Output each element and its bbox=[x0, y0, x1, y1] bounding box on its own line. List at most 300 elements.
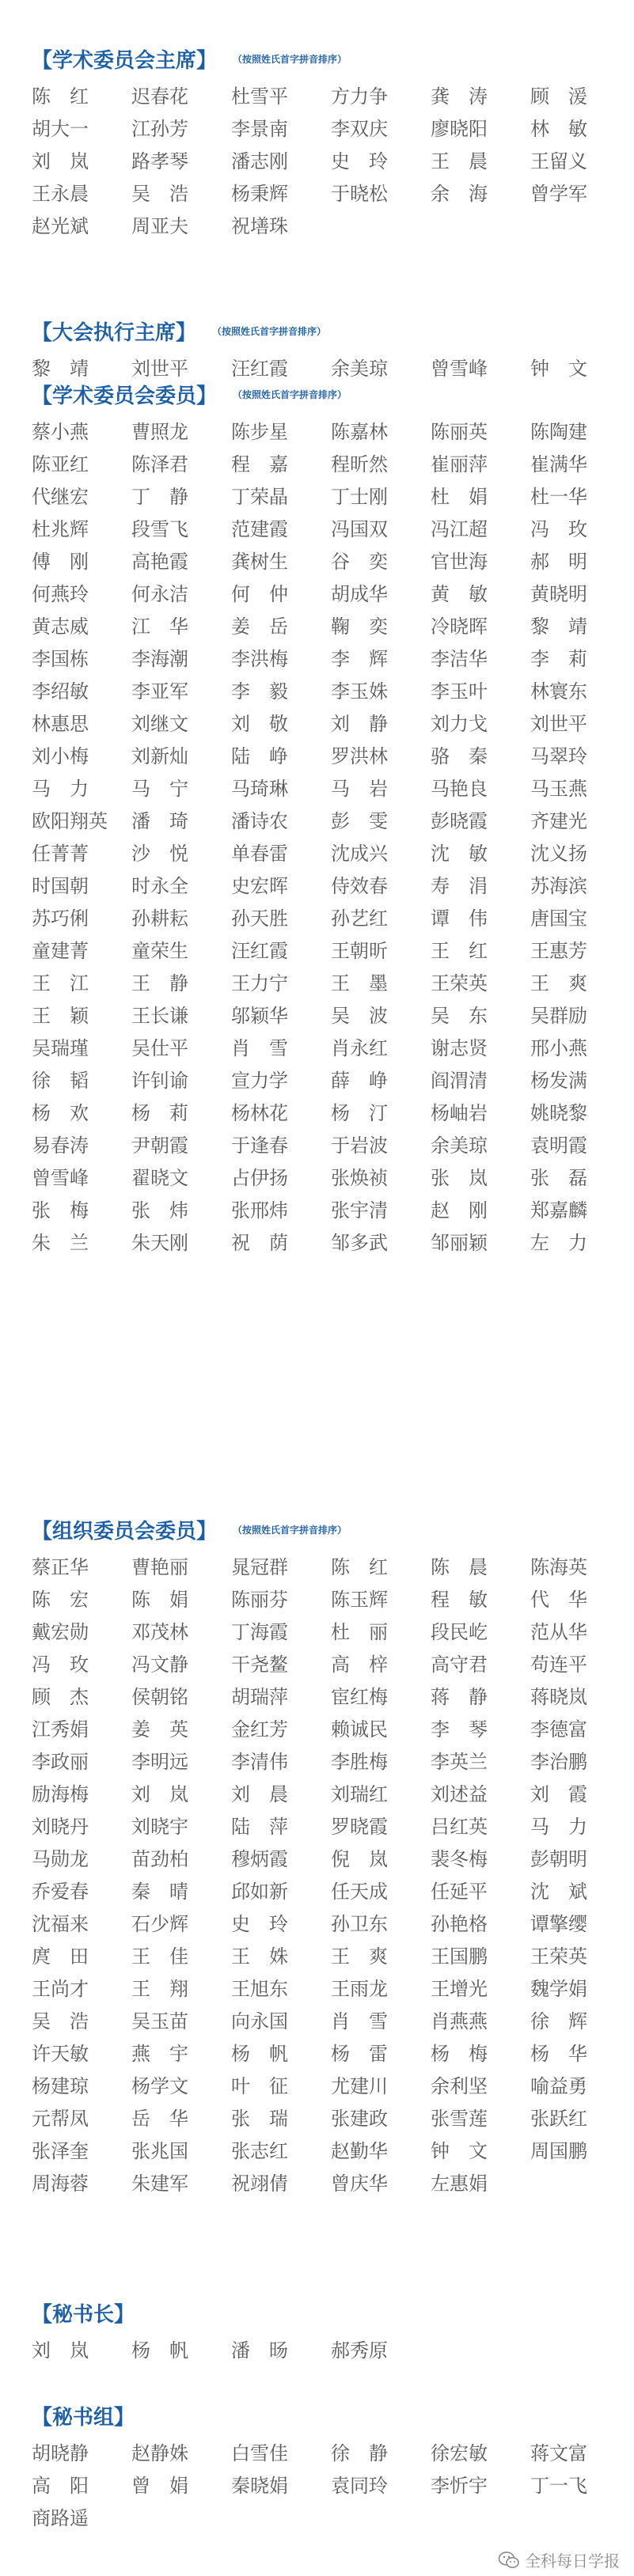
member-name: 黄 敏 bbox=[431, 583, 488, 605]
member-name: 易春涛 bbox=[32, 1135, 89, 1157]
member-name: 何燕玲 bbox=[32, 583, 89, 605]
member-name: 肖 雪 bbox=[231, 1037, 288, 1059]
member-name: 周海蓉 bbox=[32, 2173, 89, 2195]
member-name: 吴 东 bbox=[431, 1005, 488, 1027]
member-name: 黄晓明 bbox=[530, 583, 587, 605]
member-name: 王 爽 bbox=[331, 1945, 388, 1968]
member-name: 燕 宇 bbox=[131, 2043, 188, 2065]
member-name: 王 爽 bbox=[530, 972, 587, 994]
member-name: 谭擎缨 bbox=[530, 1913, 587, 1935]
member-name: 林惠思 bbox=[32, 713, 89, 735]
member-name: 杨学文 bbox=[131, 2075, 188, 2097]
member-name: 李 辉 bbox=[331, 648, 388, 670]
member-name: 郝秀原 bbox=[331, 2339, 388, 2362]
member-name: 傅 刚 bbox=[32, 551, 89, 573]
member-name: 裴冬梅 bbox=[431, 1848, 488, 1870]
member-name: 刘世平 bbox=[530, 713, 587, 735]
member-name: 胡大一 bbox=[32, 118, 89, 140]
member-name: 肖 雪 bbox=[331, 2010, 388, 2032]
member-name: 阎渭清 bbox=[431, 1070, 488, 1092]
member-name: 陈丽芬 bbox=[231, 1589, 288, 1611]
member-name: 郝 明 bbox=[530, 551, 587, 573]
member-name: 陈陶建 bbox=[530, 421, 587, 443]
member-name: 戴宏勋 bbox=[32, 1621, 89, 1643]
member-name: 陈亚红 bbox=[32, 453, 89, 475]
member-name: 胡晓静 bbox=[32, 2442, 89, 2464]
member-name: 龚树生 bbox=[231, 551, 288, 573]
member-name: 祝墡珠 bbox=[231, 215, 288, 237]
member-name: 罗晓霞 bbox=[331, 1816, 388, 1838]
section-header bbox=[32, 2393, 617, 2438]
member-name: 杨 欢 bbox=[32, 1102, 89, 1124]
member-name: 李景南 bbox=[231, 118, 288, 140]
member-name: 程 嘉 bbox=[231, 453, 288, 475]
member-name: 李清伟 bbox=[231, 1751, 288, 1773]
member-name: 单春雷 bbox=[231, 843, 288, 865]
member-name: 商路遥 bbox=[32, 2507, 89, 2529]
member-name: 王国鹏 bbox=[431, 1945, 488, 1968]
member-name: 马艳良 bbox=[431, 778, 488, 800]
member-name: 胡瑞萍 bbox=[231, 1686, 288, 1708]
member-name: 赖诚民 bbox=[331, 1718, 388, 1741]
member-name: 刘 岚 bbox=[32, 150, 89, 172]
member-name: 江秀娟 bbox=[32, 1718, 89, 1741]
member-name: 郑嘉麟 bbox=[530, 1199, 587, 1222]
member-name: 龚 涛 bbox=[431, 85, 488, 108]
member-name: 宦红梅 bbox=[331, 1686, 388, 1708]
member-name: 罗洪林 bbox=[331, 745, 388, 767]
member-name: 晁冠群 bbox=[231, 1556, 288, 1578]
member-name: 尹朝霞 bbox=[131, 1135, 188, 1157]
member-name: 侯朝铭 bbox=[131, 1686, 188, 1708]
member-name: 肖燕燕 bbox=[431, 2010, 488, 2032]
member-name: 赵静姝 bbox=[131, 2442, 188, 2464]
member-name: 程昕然 bbox=[331, 453, 388, 475]
member-name: 汪红霞 bbox=[231, 940, 288, 962]
member-name: 赵勤华 bbox=[331, 2140, 388, 2162]
member-name: 谭 伟 bbox=[431, 907, 488, 930]
member-name: 王 翔 bbox=[131, 1978, 188, 2000]
member-name: 王 颖 bbox=[32, 1005, 89, 1027]
member-name: 尤建川 bbox=[331, 2075, 388, 2097]
member-name: 刘 岚 bbox=[32, 2339, 89, 2362]
section-header bbox=[32, 309, 617, 353]
member-name: 何 仲 bbox=[231, 583, 288, 605]
member-name: 钟 文 bbox=[530, 358, 587, 380]
member-name: 姜 英 bbox=[131, 1718, 188, 1741]
member-name: 任菁菁 bbox=[32, 843, 89, 865]
member-name: 马 宁 bbox=[131, 778, 188, 800]
member-name: 史 玲 bbox=[231, 1913, 288, 1935]
member-name: 邱如新 bbox=[231, 1881, 288, 1903]
member-name: 杜 娟 bbox=[431, 486, 488, 508]
member-name: 邹多武 bbox=[331, 1232, 388, 1254]
member-name: 杨建琼 bbox=[32, 2075, 89, 2097]
member-name: 赵 刚 bbox=[431, 1199, 488, 1222]
member-name: 王力宁 bbox=[231, 972, 288, 994]
member-name: 岳 华 bbox=[131, 2108, 188, 2130]
member-name: 王 姝 bbox=[231, 1945, 288, 1968]
member-name: 徐 静 bbox=[331, 2442, 388, 2464]
member-name: 沈成兴 bbox=[331, 843, 388, 865]
member-name: 祝 荫 bbox=[231, 1232, 288, 1254]
member-name: 沈义扬 bbox=[530, 843, 587, 865]
member-name: 李 莉 bbox=[530, 648, 587, 670]
member-name: 曾学军 bbox=[530, 183, 587, 205]
member-name: 江孙芳 bbox=[131, 118, 188, 140]
member-name: 冯 玫 bbox=[530, 518, 587, 540]
member-name: 许钊谕 bbox=[131, 1070, 188, 1092]
member-name: 秦 晴 bbox=[131, 1881, 188, 1903]
member-name: 冯江超 bbox=[431, 518, 488, 540]
member-name: 骆 秦 bbox=[431, 745, 488, 767]
member-name: 谷 奕 bbox=[331, 551, 388, 573]
name-list bbox=[32, 1551, 617, 2200]
name-list bbox=[32, 2438, 617, 2535]
member-name: 王长谦 bbox=[131, 1005, 188, 1027]
member-name: 杜一华 bbox=[530, 486, 587, 508]
member-name: 姚晓黎 bbox=[530, 1102, 587, 1124]
member-name: 陈 娟 bbox=[131, 1589, 188, 1611]
member-name: 高 阳 bbox=[32, 2475, 89, 2497]
member-name: 侍效春 bbox=[331, 875, 388, 897]
member-name: 孙艳格 bbox=[431, 1913, 488, 1935]
member-name: 王朝昕 bbox=[331, 940, 388, 962]
member-name: 邢小燕 bbox=[530, 1037, 587, 1059]
member-name: 秦晓娟 bbox=[231, 2475, 288, 2497]
member-name: 苏巧俐 bbox=[32, 907, 89, 930]
member-name: 孙卫东 bbox=[331, 1913, 388, 1935]
member-name: 吴瑞瑾 bbox=[32, 1037, 89, 1059]
member-name: 张邢炜 bbox=[231, 1199, 288, 1222]
member-name: 刘瑞红 bbox=[331, 1783, 388, 1805]
member-name: 谢志贤 bbox=[431, 1037, 488, 1059]
member-name: 杨林花 bbox=[231, 1102, 288, 1124]
member-name: 丁 静 bbox=[131, 486, 188, 508]
member-name: 沙 悦 bbox=[131, 843, 188, 865]
member-name: 吴玉苗 bbox=[131, 2010, 188, 2032]
member-name: 沈 斌 bbox=[530, 1881, 587, 1903]
member-name: 叶 征 bbox=[231, 2075, 288, 2097]
section-header bbox=[32, 372, 617, 416]
member-name: 于岩波 bbox=[331, 1135, 388, 1157]
member-name: 陈 红 bbox=[331, 1556, 388, 1578]
member-name: 胡成华 bbox=[331, 583, 388, 605]
member-name: 高 梓 bbox=[331, 1654, 388, 1676]
member-name: 曹照龙 bbox=[131, 421, 188, 443]
section-header bbox=[32, 1507, 617, 1551]
member-name: 程 敏 bbox=[431, 1589, 488, 1611]
member-name: 马勋龙 bbox=[32, 1848, 89, 1870]
section-header bbox=[32, 36, 617, 81]
member-name: 潘 旸 bbox=[231, 2339, 288, 2362]
member-name: 徐 辉 bbox=[530, 2010, 587, 2032]
member-name: 刘晓宇 bbox=[131, 1816, 188, 1838]
member-name: 曾雪峰 bbox=[431, 358, 488, 380]
member-name: 袁明霞 bbox=[530, 1135, 587, 1157]
member-name: 方力争 bbox=[331, 85, 388, 108]
member-name: 王永晨 bbox=[32, 183, 89, 205]
member-name: 蔡小燕 bbox=[32, 421, 89, 443]
section-header bbox=[32, 2290, 617, 2335]
member-name: 刘 霞 bbox=[530, 1783, 587, 1805]
member-name: 张建政 bbox=[331, 2108, 388, 2130]
member-name: 乔爱春 bbox=[32, 1881, 89, 1903]
member-name: 王尚才 bbox=[32, 1978, 89, 2000]
member-name: 蒋文富 bbox=[530, 2442, 587, 2464]
member-name: 任天成 bbox=[331, 1881, 388, 1903]
section-sort-note: （按照姓氏首字拼音排序） bbox=[233, 1524, 347, 1536]
member-name: 陆 萍 bbox=[231, 1816, 288, 1838]
member-name: 张 梅 bbox=[32, 1199, 89, 1222]
member-name: 童荣生 bbox=[131, 940, 188, 962]
member-name: 朱建军 bbox=[131, 2173, 188, 2195]
member-name: 姜 岳 bbox=[231, 616, 288, 638]
member-name: 丁一飞 bbox=[530, 2475, 587, 2497]
member-name: 徐宏敏 bbox=[431, 2442, 488, 2464]
member-name: 陈丽英 bbox=[431, 421, 488, 443]
member-name: 刘力戈 bbox=[431, 713, 488, 735]
member-name: 李亚军 bbox=[131, 680, 188, 703]
member-name: 刘述益 bbox=[431, 1783, 488, 1805]
member-name: 蒋晓岚 bbox=[530, 1686, 587, 1708]
member-name: 李双庆 bbox=[331, 118, 388, 140]
member-name: 时永全 bbox=[131, 875, 188, 897]
member-name: 迟春花 bbox=[131, 85, 188, 108]
member-name: 刘 静 bbox=[331, 713, 388, 735]
member-name: 王 江 bbox=[32, 972, 89, 994]
member-name: 朱 兰 bbox=[32, 1232, 89, 1254]
member-name: 穆炳霞 bbox=[231, 1848, 288, 1870]
member-name: 余美琼 bbox=[331, 358, 388, 380]
member-name: 刘世平 bbox=[131, 358, 188, 380]
wechat-icon bbox=[498, 2551, 520, 2570]
member-name: 黄志威 bbox=[32, 616, 89, 638]
member-name: 陈嘉林 bbox=[331, 421, 388, 443]
member-name: 蒋 静 bbox=[431, 1686, 488, 1708]
member-name: 代继宏 bbox=[32, 486, 89, 508]
member-name: 王 静 bbox=[131, 972, 188, 994]
member-name: 丁荣晶 bbox=[231, 486, 288, 508]
member-name: 杨秉辉 bbox=[231, 183, 288, 205]
member-name: 励海梅 bbox=[32, 1783, 89, 1805]
member-name: 官世海 bbox=[431, 551, 488, 573]
member-name: 刘继文 bbox=[131, 713, 188, 735]
member-name: 汪红霞 bbox=[231, 358, 288, 380]
member-name: 马 岩 bbox=[331, 778, 388, 800]
member-name: 杨 雷 bbox=[331, 2043, 388, 2065]
member-name: 袁同玲 bbox=[331, 2475, 388, 2497]
section-secretariat bbox=[32, 2393, 617, 2535]
member-name: 李玉叶 bbox=[431, 680, 488, 703]
member-name: 许天敏 bbox=[32, 2043, 89, 2065]
member-name: 杜雪平 bbox=[231, 85, 288, 108]
member-name: 冷晓晖 bbox=[431, 616, 488, 638]
member-name: 李洪梅 bbox=[231, 648, 288, 670]
member-name: 金红芳 bbox=[231, 1718, 288, 1741]
member-name: 刘 敬 bbox=[231, 713, 288, 735]
member-name: 潘 琦 bbox=[131, 810, 188, 832]
member-name: 路孝琴 bbox=[131, 150, 188, 172]
member-name: 丁士刚 bbox=[331, 486, 388, 508]
member-name: 任延平 bbox=[431, 1881, 488, 1903]
member-name: 陈玉辉 bbox=[331, 1589, 388, 1611]
member-name: 王雨龙 bbox=[331, 1978, 388, 2000]
member-name: 王增光 bbox=[431, 1978, 488, 2000]
member-name: 于逢春 bbox=[231, 1135, 288, 1157]
member-name: 宣力学 bbox=[231, 1070, 288, 1092]
member-name: 陆 峥 bbox=[231, 745, 288, 767]
member-name: 李 毅 bbox=[231, 680, 288, 703]
member-name: 丁海霞 bbox=[231, 1621, 288, 1643]
name-list bbox=[32, 416, 617, 1260]
member-name: 喻益勇 bbox=[530, 2075, 587, 2097]
member-name: 吴 浩 bbox=[131, 183, 188, 205]
member-name: 时国朝 bbox=[32, 875, 89, 897]
member-name: 苟连平 bbox=[530, 1654, 587, 1676]
member-name: 崔满华 bbox=[530, 453, 587, 475]
member-name: 翟晓文 bbox=[131, 1167, 188, 1189]
member-name: 李英兰 bbox=[431, 1751, 488, 1773]
member-name: 崔丽萍 bbox=[431, 453, 488, 475]
member-name: 陈泽君 bbox=[131, 453, 188, 475]
member-name: 王荣英 bbox=[431, 972, 488, 994]
member-name: 向永国 bbox=[231, 2010, 288, 2032]
member-name: 余利坚 bbox=[431, 2075, 488, 2097]
member-name: 钟 文 bbox=[431, 2140, 488, 2162]
member-name: 陈步星 bbox=[231, 421, 288, 443]
member-name: 王 晨 bbox=[431, 150, 488, 172]
member-name: 曾庆华 bbox=[331, 2173, 388, 2195]
member-name: 元帮凤 bbox=[32, 2108, 89, 2130]
member-name: 段雪飞 bbox=[131, 518, 188, 540]
section-sort-note: （按照姓氏首字拼音排序） bbox=[233, 53, 347, 65]
member-name: 杨 梅 bbox=[431, 2043, 488, 2065]
member-name: 干尧鳌 bbox=[231, 1654, 288, 1676]
section-title: 【学术委员会委员】 bbox=[32, 384, 218, 408]
member-name: 张 炜 bbox=[131, 1199, 188, 1222]
member-name: 张志红 bbox=[231, 2140, 288, 2162]
member-name: 白雪佳 bbox=[231, 2442, 288, 2464]
member-name: 黎 靖 bbox=[530, 616, 587, 638]
member-name: 吕红英 bbox=[431, 1816, 488, 1838]
member-name: 寿 涓 bbox=[431, 875, 488, 897]
member-name: 倪 岚 bbox=[331, 1848, 388, 1870]
member-name: 廖晓阳 bbox=[431, 118, 488, 140]
watermark bbox=[498, 2548, 620, 2571]
member-name: 张 瑞 bbox=[231, 2108, 288, 2130]
section-academic-members bbox=[32, 372, 617, 1260]
watermark-text: 全科每日学报 bbox=[525, 2551, 620, 2570]
member-name: 周亚夫 bbox=[131, 215, 188, 237]
section-title: 【学术委员会主席】 bbox=[32, 48, 218, 73]
member-name: 张 岚 bbox=[431, 1167, 488, 1189]
member-name: 林 敏 bbox=[530, 118, 587, 140]
section-title: 【秘书长】 bbox=[32, 2302, 135, 2327]
member-name: 苗劲柏 bbox=[131, 1848, 188, 1870]
member-name: 马 力 bbox=[530, 1816, 587, 1838]
member-name: 张宇清 bbox=[331, 1199, 388, 1222]
member-name: 高艳霞 bbox=[131, 551, 188, 573]
member-name: 童建菁 bbox=[32, 940, 89, 962]
member-name: 李治鹏 bbox=[530, 1751, 587, 1773]
member-name: 周国鹏 bbox=[530, 2140, 587, 2162]
member-name: 李海潮 bbox=[131, 648, 188, 670]
member-name: 吴仕平 bbox=[131, 1037, 188, 1059]
member-name: 于晓松 bbox=[331, 183, 388, 205]
member-name: 赵光斌 bbox=[32, 215, 89, 237]
member-name: 蔡正华 bbox=[32, 1556, 89, 1578]
member-name: 李洁华 bbox=[431, 648, 488, 670]
member-name: 祝翊倩 bbox=[231, 2173, 288, 2195]
member-name: 杨 汀 bbox=[331, 1102, 388, 1124]
member-name: 范建霞 bbox=[231, 518, 288, 540]
member-name: 左惠娟 bbox=[431, 2173, 488, 2195]
member-name: 余美琼 bbox=[431, 1135, 488, 1157]
member-name: 曾雪峰 bbox=[32, 1167, 89, 1189]
member-name: 冯 玫 bbox=[32, 1654, 89, 1676]
member-name: 刘新灿 bbox=[131, 745, 188, 767]
member-name: 朱天刚 bbox=[131, 1232, 188, 1254]
member-name: 王荣英 bbox=[530, 1945, 587, 1968]
member-name: 刘晓丹 bbox=[32, 1816, 89, 1838]
member-name: 唐国宝 bbox=[530, 907, 587, 930]
member-name: 史宏晖 bbox=[231, 875, 288, 897]
member-name: 史 玲 bbox=[331, 150, 388, 172]
member-name: 彭朝明 bbox=[530, 1848, 587, 1870]
member-name: 王旭东 bbox=[231, 1978, 288, 2000]
member-name: 李忻宇 bbox=[431, 2475, 488, 2497]
member-name: 吴 波 bbox=[331, 1005, 388, 1027]
name-list bbox=[32, 81, 617, 243]
member-name: 李国栋 bbox=[32, 648, 89, 670]
member-name: 杨发满 bbox=[530, 1070, 587, 1092]
member-name: 齐建光 bbox=[530, 810, 587, 832]
member-name: 李德富 bbox=[530, 1718, 587, 1741]
member-name: 刘小梅 bbox=[32, 745, 89, 767]
section-chairs bbox=[32, 36, 617, 243]
member-name: 刘 晨 bbox=[231, 1783, 288, 1805]
member-name: 李胜梅 bbox=[331, 1751, 388, 1773]
member-name: 孙耕耘 bbox=[131, 907, 188, 930]
name-list bbox=[32, 2335, 617, 2367]
section-secretary-general bbox=[32, 2290, 617, 2367]
member-name: 张焕祯 bbox=[331, 1167, 388, 1189]
member-name: 冯文静 bbox=[131, 1654, 188, 1676]
section-title: 【组织委员会委员】 bbox=[32, 1519, 218, 1544]
member-name: 曹艳丽 bbox=[131, 1556, 188, 1578]
member-name: 王 红 bbox=[431, 940, 488, 962]
member-name: 欧阳翔英 bbox=[32, 810, 108, 832]
member-name: 张兆国 bbox=[131, 2140, 188, 2162]
member-name: 马琦琳 bbox=[231, 778, 288, 800]
member-name: 马翠玲 bbox=[530, 745, 587, 767]
member-name: 邬颖华 bbox=[231, 1005, 288, 1027]
member-name: 左 力 bbox=[530, 1232, 587, 1254]
section-sort-note: （按照姓氏首字拼音排序） bbox=[212, 325, 327, 337]
member-name: 曾 娟 bbox=[131, 2475, 188, 2497]
member-name: 张泽奎 bbox=[32, 2140, 89, 2162]
member-name: 马玉燕 bbox=[530, 778, 587, 800]
member-name: 马 力 bbox=[32, 778, 89, 800]
member-name: 王留义 bbox=[530, 150, 587, 172]
member-name: 张雪莲 bbox=[431, 2108, 488, 2130]
member-name: 代 华 bbox=[530, 1589, 587, 1611]
member-name: 陈 宏 bbox=[32, 1589, 89, 1611]
member-name: 冯国双 bbox=[331, 518, 388, 540]
member-name: 徐 韬 bbox=[32, 1070, 89, 1092]
member-name: 孙艺红 bbox=[331, 907, 388, 930]
